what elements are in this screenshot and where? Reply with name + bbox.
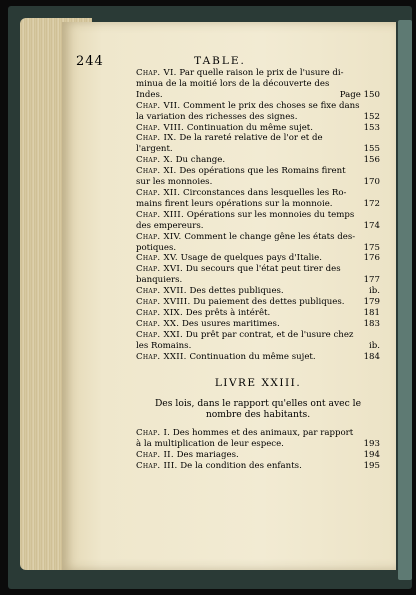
toc-entry-line [136, 144, 380, 155]
chapter-label: Chap. XVIII. [136, 297, 191, 308]
toc-entry-line [136, 439, 380, 450]
chapter-title-text: potiques. [136, 242, 177, 253]
toc-entry-line [136, 461, 380, 472]
toc-entry [136, 330, 380, 352]
toc-entry [136, 166, 380, 188]
chapter-title-text: des empereurs. [136, 220, 204, 231]
chapter-label: Chap. VIII. [136, 122, 185, 133]
chapter-title-text: Continuation du même sujet. [189, 351, 316, 362]
chapter-label: Chap. IX. [136, 133, 177, 144]
page-reference: ib. [369, 286, 380, 297]
toc-entry [136, 461, 380, 472]
page-reference: 170 [363, 177, 380, 188]
chapter-label: Chap. XI. [136, 166, 177, 177]
page-reference: 184 [363, 351, 380, 362]
toc-entry-line [136, 450, 380, 461]
toc-entry-line [136, 101, 380, 112]
chapter-title-text: l'argent. [136, 144, 173, 155]
toc-entry-line [136, 243, 380, 254]
toc-entry-line [136, 210, 380, 221]
subtitle-line: Des lois, dans le rapport qu'elles ont avec le [154, 398, 362, 409]
toc-entry [136, 101, 380, 123]
chapter-label: Chap. XIX. [136, 307, 184, 318]
table-of-contents-continued [136, 428, 380, 472]
toc-entry-line [136, 155, 380, 166]
toc-entry [136, 133, 380, 155]
page-reference: 181 [363, 307, 380, 318]
toc-entry-line [136, 166, 380, 177]
chapter-label: Chap. XX. [136, 318, 180, 329]
table-of-contents [136, 68, 380, 362]
chapter-label: Chap. XXII. [136, 351, 187, 362]
page-number: 244 [76, 54, 104, 69]
toc-entry-line [136, 297, 380, 308]
toc-entry [136, 450, 380, 461]
chapter-title-text: à la multiplication de leur espece. [136, 438, 284, 449]
toc-entry [136, 232, 380, 254]
page-reference: 194 [363, 449, 380, 460]
page-reference: 172 [363, 198, 380, 209]
page-reference: 176 [363, 253, 380, 264]
chapter-title-text: Par quelle raison le prix de l'usure di- [179, 68, 344, 78]
chapter-title-text: Indes. [136, 89, 163, 100]
cover-edge [398, 20, 412, 580]
toc-entry-line [136, 112, 380, 123]
chapter-title-text: minua de la moitié lors de la découverte des [136, 78, 330, 89]
toc-entry-line [136, 428, 380, 439]
toc-entry-line [136, 199, 380, 210]
chapter-title-text: sur les monnoies. [136, 177, 213, 188]
chapter-label: Chap. II. [136, 449, 174, 460]
toc-entry-line [136, 319, 380, 330]
chapter-label: Chap. VII. [136, 100, 181, 111]
toc-entry [136, 428, 380, 450]
chapter-title-text: Continuation du même sujet. [186, 122, 313, 133]
toc-entry-line [136, 79, 380, 90]
page-reference: 175 [363, 242, 380, 253]
chapter-title-text: mains firent leurs opérations sur la monnoie. [136, 198, 333, 209]
book-heading: LIVRE XXIII. [214, 377, 302, 389]
page-reference: 177 [363, 275, 380, 286]
chapter-title-text: Des opérations que les Romains firent [179, 166, 346, 177]
page-reference: 152 [363, 111, 380, 122]
chapter-label: Chap. XXI. [136, 329, 184, 340]
page-reference: 179 [363, 297, 380, 308]
chapter-label: Chap. XVII. [136, 286, 187, 297]
chapter-title-text: Circonstances dans lesquelles les Ro- [183, 187, 347, 198]
toc-entry-line [136, 308, 380, 319]
chapter-label: Chap. III. [136, 460, 178, 471]
page-reference: 155 [363, 144, 380, 155]
page-reference: Page 150 [339, 89, 380, 100]
chapter-title-text: Des mariages. [176, 449, 239, 460]
page-reference: 153 [363, 122, 380, 133]
chapter-title-text: Comment le prix des choses se fixe dans [183, 100, 360, 111]
toc-entry [136, 253, 380, 264]
chapter-title-text: Opérations sur les monnoies du temps [186, 209, 355, 220]
page-reference: 193 [363, 438, 380, 449]
page-reference: 195 [363, 460, 380, 471]
toc-entry [136, 155, 380, 166]
chapter-label: Chap. VI. [136, 68, 177, 78]
chapter-title-text: Des prêts à intérêt. [185, 307, 271, 318]
chapter-title-text: De la condition des enfants. [180, 460, 302, 471]
chapter-title-text: banquiers. [136, 275, 183, 286]
subtitle-line: nombre des habitants. [205, 409, 311, 420]
chapter-label: Chap. XII. [136, 187, 181, 198]
toc-entry [136, 264, 380, 286]
chapter-title-text: la variation des richesses des signes. [136, 111, 298, 122]
chapter-label: Chap. XIII. [136, 209, 184, 220]
toc-entry [136, 286, 380, 297]
chapter-title-text: Du change. [175, 155, 226, 166]
toc-entry-line [136, 68, 380, 79]
chapter-title-text: Comment le change gêne les états des- [184, 231, 356, 242]
toc-entry-line [136, 221, 380, 232]
chapter-title-text: Du paiement des dettes publiques. [193, 297, 345, 308]
chapter-label: Chap. XV. [136, 253, 178, 264]
chapter-title-text: Du prêt par contrat, et de l'usure chez [185, 329, 354, 340]
toc-entry [136, 319, 380, 330]
toc-entry-line [136, 232, 380, 243]
chapter-label: Chap. I. [136, 428, 171, 438]
book-subtitle [136, 398, 380, 420]
toc-entry [136, 188, 380, 210]
page-reference: 174 [363, 220, 380, 231]
toc-entry-line [136, 352, 380, 363]
toc-entry [136, 308, 380, 319]
page-reference: 183 [363, 318, 380, 329]
toc-entry [136, 68, 380, 101]
toc-entry [136, 210, 380, 232]
toc-entry-line [136, 133, 380, 144]
toc-entry-line [136, 177, 380, 188]
chapter-label: Chap. X. [136, 155, 173, 166]
toc-entry [136, 352, 380, 363]
chapter-title-text: Des hommes et des animaux, par rapport [172, 428, 354, 438]
toc-entry-line [136, 330, 380, 341]
toc-entry-line [136, 275, 380, 286]
chapter-title-text: Des usures maritimes. [182, 318, 280, 329]
toc-entry [136, 123, 380, 134]
toc-entry [136, 297, 380, 308]
page-reference: ib. [369, 340, 380, 351]
page-reference: 156 [363, 155, 380, 166]
chapter-label: Chap. XIV. [136, 231, 182, 242]
toc-entry-line [136, 264, 380, 275]
chapter-title-text: les Romains. [136, 340, 192, 351]
toc-entry-line [136, 188, 380, 199]
toc-entry-line [136, 123, 380, 134]
chapter-title-text: Usage de quelques pays d'Italie. [180, 253, 322, 264]
toc-entry-line [136, 286, 380, 297]
chapter-label: Chap. XVI. [136, 264, 184, 275]
toc-entry-line [136, 341, 380, 352]
chapter-title-text: De la rareté relative de l'or et de [179, 133, 323, 144]
chapter-title-text: Des dettes publiques. [189, 286, 284, 297]
toc-entry-line [136, 253, 380, 264]
chapter-title-text: Du secours que l'état peut tirer des [185, 264, 341, 275]
running-title: TABLE. [194, 55, 246, 67]
